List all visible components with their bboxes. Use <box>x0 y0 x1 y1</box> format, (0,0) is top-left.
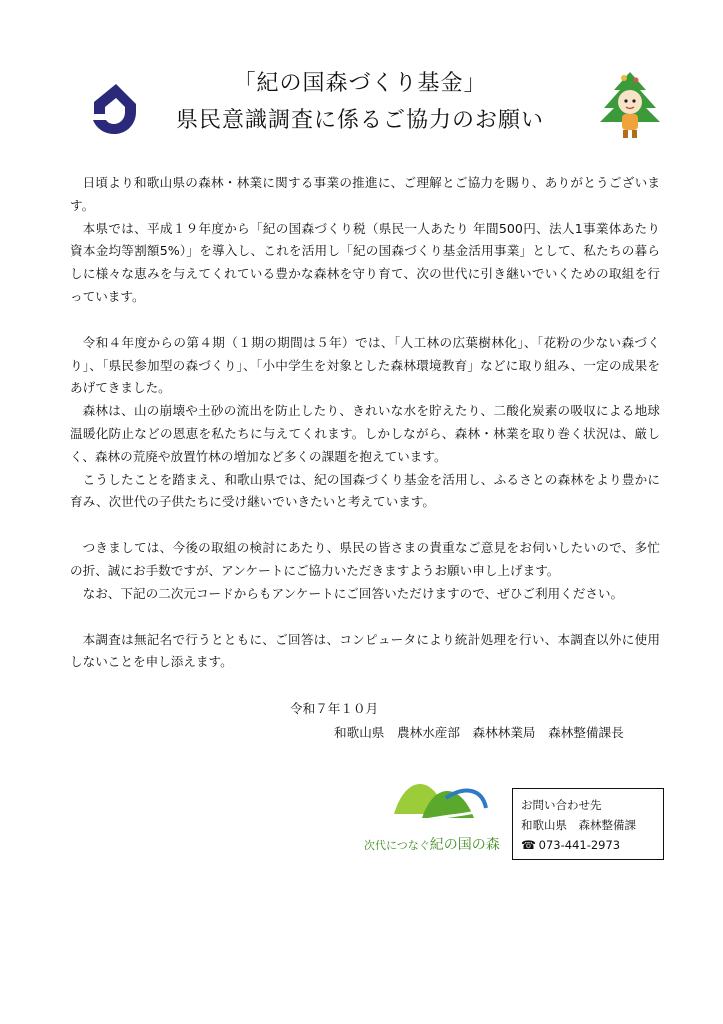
paragraph-greeting: 日頃より和歌山県の森林・林業に関する事業の推進に、ご理解とご協力を賜り、ありがとうございます。 <box>70 175 660 213</box>
tree-mascot-icon <box>598 70 662 140</box>
forest-caption-big: 紀の国の森 <box>429 837 500 853</box>
title-line-1: 「紀の国森づくり基金」 <box>233 71 487 96</box>
date-signature-block <box>290 697 660 745</box>
contact-tel-row <box>521 835 655 855</box>
issue-date: 令和７年１０月 <box>290 701 379 716</box>
document-title <box>140 68 580 138</box>
contact-org: 和歌山県 森林整備課 <box>521 818 636 832</box>
paragraph-forest-benefits: 森林は、山の崩壊や土砂の流出を防止したり、きれいな水を貯えたり、二酸化炭素の吸収による地球温暖化防止などの恩恵を私たちに与えてくれます。しかしながら、森林・林業を取り巻く状況は、厳しく、森林の荒廃や放置竹林の増加など多くの課題を抱えています。 <box>70 403 660 464</box>
paragraph-future: こうしたことを踏まえ、和歌山県では、紀の国森づくり基金を活用し、ふるさとの森林をより豊かに育み、次世代の子供たちに受け継いでいきたいと考えています。 <box>70 471 660 510</box>
forest-caption-small: 次代につなぐ <box>364 839 430 852</box>
paragraph-privacy: 本調査は無記名で行うとともに、ご回答は、コンピュータにより統計処理を行い、本調査以外に使用しないことを申し添えます。 <box>70 631 660 670</box>
contact-heading: お問い合わせ先 <box>521 798 602 812</box>
paragraph-request: つきましては、今後の取組の検討にあたり、県民の皆さまの貴重なご意見をお伺いしたいので、多忙の折、誠にお手数ですが、アンケートにご協力いただきますようお願い申し上げます。 <box>70 540 660 578</box>
contact-tel[interactable]: 073-441-2973 <box>538 838 621 852</box>
wakayama-prefecture-emblem-icon <box>84 80 140 136</box>
signature: 和歌山県 農林水産部 森林林業局 森林整備課長 <box>334 725 624 740</box>
paragraph-qr-note: なお、下記の二次元コードからもアンケートにご回答いただけますので、ぜひご利用ください。 <box>82 585 624 601</box>
telephone-icon: ☎ <box>521 838 536 852</box>
paragraph-fourth-period: 令和４年度からの第４期（１期の期間は５年）では、「人工林の広葉樹林化」、「花粉の少ない森づくり」、「県民参加型の森づくり」、「小中学生を対象とした森林環境教育」などに取り組み、一定の成果をあげてきました。 <box>70 334 660 396</box>
paragraph-tax-intro: 本県では、平成１９年度から「紀の国森づくり税（県民一人あたり 年間500円、法人1事業体あたり 資本金均等割額5%）」を導入し、これを活用し「紀の国森づくり基金活用事業」として、私たちの暮らしに様々な恵みを与えてくれている豊かな森林を守り育て、次の世代に引き継いでいくための取組を行っています。 <box>70 220 660 304</box>
letter-body <box>70 172 660 674</box>
forest-logo-caption <box>364 834 514 854</box>
title-line-2: 県民意識調査に係るご協力のお願い <box>175 108 544 133</box>
contact-box <box>512 788 664 860</box>
